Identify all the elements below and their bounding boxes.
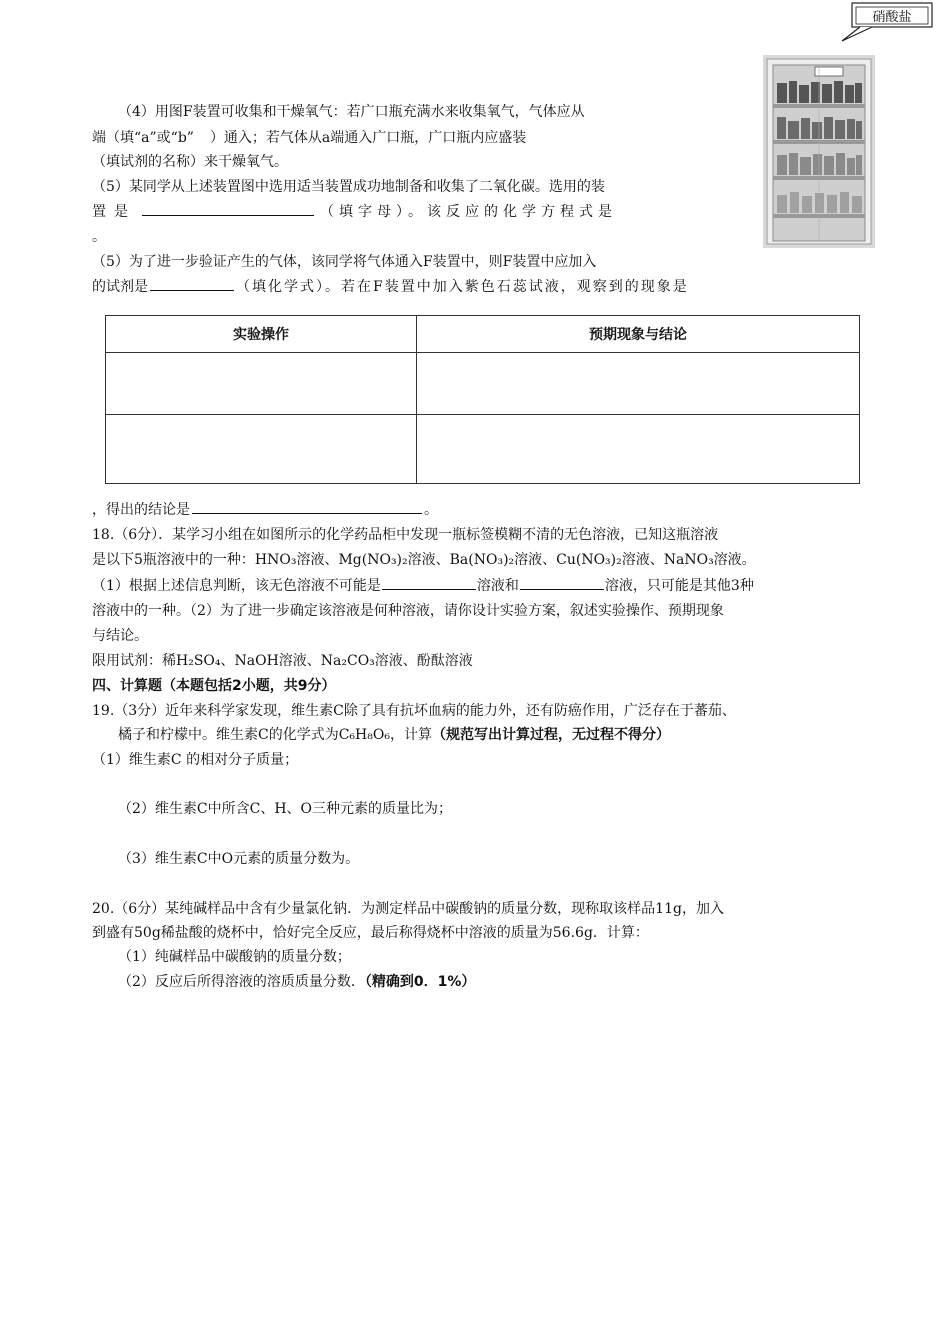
table-cell-empty[interactable]	[417, 415, 860, 484]
table-header-observation: 预期现象与结论	[417, 316, 860, 353]
q17-part5a-line2a: 置是	[92, 204, 136, 220]
q18-line2: 是以下5瓶溶液中的一种：HNO₃溶液、Mg(NO₃)₂溶液、Ba(NO₃)₂溶液、Cu(NO₃)₂溶液、NaNO₃溶液。	[92, 552, 756, 568]
q17-part5b-line2b: （填化学式）。若在F装置中加入紫色石蕊试液，观察到的现象是	[236, 279, 689, 295]
chemical-cabinet-image	[763, 55, 875, 248]
q19-sub2: （2）维生素C中所含C、H、O三种元素的质量比为；	[118, 801, 453, 817]
q17-part5b-line2a: 的试剂是	[92, 279, 148, 295]
q20-sub2b: （精确到0．1%）	[364, 974, 476, 990]
q18-line4: 溶液中的一种。（2）为了进一步确定该溶液是何种溶液，请你设计实验方案，叙述实验操作、预期现象	[92, 603, 724, 619]
q19-line1: 19.（3分）近年来科学家发现，维生素C除了具有抗坏血病的能力外，还有防癌作用，广泛存在于蕃茄、	[92, 703, 736, 719]
q18-line3	[92, 575, 754, 597]
q19-sub1: （1）维生素C 的相对分子质量；	[92, 752, 299, 768]
table-cell-empty[interactable]	[106, 353, 417, 415]
answer-blank[interactable]	[520, 575, 604, 590]
q19-line2	[118, 724, 670, 746]
q17-part5b-line2	[92, 276, 689, 298]
answer-blank[interactable]	[150, 276, 234, 291]
q17-part4-line1: （4）用图F装置可收集和干燥氧气：若广口瓶充满水来收集氧气，气体应从	[118, 104, 585, 120]
q17-conclusion-line	[92, 499, 438, 521]
q17-part4-line2b: ）通入；若气体从a端通入广口瓶，广口瓶内应盛装	[209, 130, 527, 146]
q17-part5a-line2b: （填字母）。该反应的化学方程式是	[320, 204, 617, 220]
table-row	[106, 353, 860, 415]
q20-sub2	[118, 971, 475, 993]
q20-line2: 到盛有50g稀盐酸的烧杯中，恰好完全反应，最后称得烧杯中溶液的质量为56.6g．计算：	[92, 925, 649, 941]
q17-part4-line3: （填试剂的名称）来干燥氧气。	[92, 154, 288, 170]
q17-part5a-line1: （5）某同学从上述装置图中选用适当装置成功地制备和收集了二氧化碳。选用的装	[92, 179, 605, 195]
table-header-row	[106, 316, 860, 353]
q17-part5a-line3: 。	[92, 229, 106, 245]
q17-conclusion-a: ，得出的结论是	[92, 502, 190, 518]
q17-part4-line2a: 端（填“a”或“b”	[92, 130, 194, 146]
experiment-table	[105, 315, 860, 484]
q19-line2b: （规范写出计算过程，无过程不得分）	[431, 727, 670, 743]
answer-blank[interactable]	[192, 499, 422, 514]
q17-part4-line2	[92, 127, 526, 149]
q17-part5b-line1: （5）为了进一步验证产生的气体，该同学将气体通入F装置中，则F装置中应加入	[92, 254, 597, 270]
q18-line3b: 溶液和	[476, 578, 519, 594]
section4-title: 四、计算题（本题包括2小题，共9分）	[92, 678, 336, 694]
q18-reagents: 限用试剂：稀H₂SO₄、NaOH溶液、Na₂CO₃溶液、酚酞溶液	[92, 653, 473, 669]
q18-line1: 18.（6分）．某学习小组在如图所示的化学药品柜中发现一瓶标签模糊不清的无色溶液，已知这瓶溶液	[92, 527, 719, 543]
callout-label-box	[838, 2, 934, 42]
q17-part5a-line2	[92, 201, 617, 223]
q19-sub3: （3）维生素C中O元素的质量分数为。	[118, 851, 360, 867]
q20-sub1: （1）纯碱样品中碳酸钠的质量分数；	[118, 949, 351, 965]
q20-line1: 20.（6分）某纯碱样品中含有少量氯化钠．为测定样品中碳酸钠的质量分数，现称取该样品11g，加入	[92, 901, 724, 917]
callout-label-text: 硝酸盐	[872, 10, 912, 25]
table-header-operation: 实验操作	[106, 316, 417, 353]
answer-blank[interactable]	[382, 575, 476, 590]
q19-line2a: 橘子和柠檬中。维生素C的化学式为C₆H₈O₆，计算	[118, 727, 432, 743]
table-cell-empty[interactable]	[417, 353, 860, 415]
table-row	[106, 415, 860, 484]
q18-line3c: 溶液，只可能是其他3种	[604, 578, 754, 594]
q18-line5: 与结论。	[92, 628, 148, 644]
q18-line3a: （1）根据上述信息判断，该无色溶液不可能是	[92, 578, 381, 594]
table-cell-empty[interactable]	[106, 415, 417, 484]
answer-blank[interactable]	[142, 201, 314, 216]
q20-sub2a: （2）反应后所得溶液的溶质质量分数．	[118, 974, 365, 990]
q17-conclusion-b: 。	[424, 502, 438, 518]
